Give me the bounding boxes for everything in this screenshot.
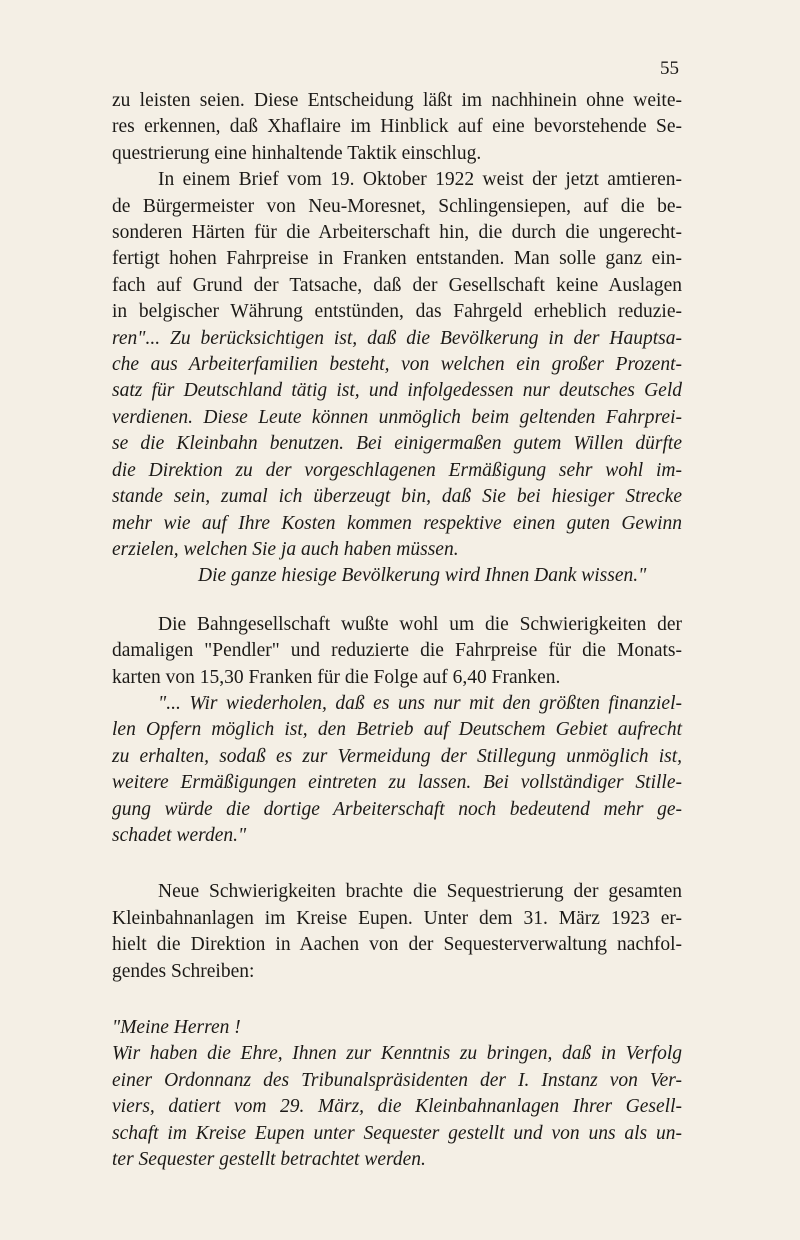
text-line: questrierung eine hinhaltende Taktik einschlug. [112,142,482,164]
paragraph-gap [112,985,682,1015]
text-line: mehr wie auf Ihre Kosten kommen respektive einen guten Gewinn [112,512,682,534]
text-line: gung würde die dortige Arbeiterschaft noch bedeutend mehr ge- [112,798,682,820]
page-number: 55 [660,58,679,79]
text-line: ter Sequester gestellt betrachtet werden. [112,1149,426,1171]
text-line: se die Kleinbahn benutzen. Bei einigermaßen gutem Willen dürfte [112,433,682,455]
text-line: de Bürgermeister von Neu-Moresnet, Schlingensiepen, auf die be- [112,195,682,217]
text-line: damaligen "Pendler" und reduzierte die Fahrpreise für die Monats- [112,640,682,662]
text-line: einer Ordonnanz des Tribunalspräsidenten der I. Instanz von Ver- [112,1069,682,1091]
text-line: In einem Brief vom 19. Oktober 1922 weist der jetzt amtieren- [158,169,682,191]
text-line: gendes Schreiben: [112,960,255,982]
text-line: zu leisten seien. Diese Entscheidung läßt im nachhinein ohne weite- [112,90,682,111]
body-text [112,88,682,1173]
text-line: sonderen Härten für die Arbeiterschaft hin, die durch die ungerecht- [112,222,682,244]
paragraph-gap [112,590,682,612]
text-line: Kleinbahnanlagen im Kreise Eupen. Unter dem 31. März 1923 er- [112,907,682,929]
text-line: fach auf Grund der Tatsache, daß der Gesellschaft keine Auslagen [112,274,682,296]
text-line: "... Wir wiederholen, daß es uns nur mit den größten finanziel- [158,692,682,714]
text-line: erzielen, welchen Sie ja auch haben müssen. [112,538,459,560]
text-line: ren"... Zu berücksichtigen ist, daß die Bevölkerung in der Hauptsa- [112,327,682,349]
text-line: len Opfern möglich ist, den Betrieb auf Deutschem Gebiet aufrecht [112,719,682,741]
text-line: satz für Deutschland tätig ist, und infolgedessen nur deutsches Geld [112,380,682,402]
text-line: Wir haben die Ehre, Ihnen zur Kenntnis zu bringen, daß in Verfolg [112,1043,682,1065]
text-line: viers, datiert vom 29. März, die Kleinbahnanlagen Ihrer Gesell- [112,1096,682,1118]
text-line: weitere Ermäßigungen eintreten zu lassen. Bei vollständiger Stille- [112,772,682,794]
text-line: res erkennen, daß Xhaflaire im Hinblick auf eine bevorstehende Se- [112,116,682,138]
text-line: zu erhalten, sodaß es zur Vermeidung der Stillegung unmöglich ist, [112,745,682,767]
paragraph-gap [112,849,682,879]
text-line: verdienen. Diese Leute können unmöglich beim geltenden Fahrprei- [112,406,682,428]
text-line: schaft im Kreise Eupen unter Sequester gestellt und von uns als un- [112,1122,682,1144]
text-line: karten von 15,30 Franken für die Folge auf 6,40 Franken. [112,666,561,688]
text-line: Neue Schwierigkeiten brachte die Sequestrierung der gesamten [158,881,682,903]
text-line: che aus Arbeiterfamilien besteht, von welchen ein großer Prozent- [112,354,682,376]
text-line: schadet werden." [112,824,247,846]
text-line: Die Bahngesellschaft wußte wohl um die Schwierigkeiten der [158,613,682,635]
text-line: in belgischer Währung entstünden, das Fahrgeld erheblich reduzie- [112,301,682,323]
text-line: stande sein, zumal ich überzeugt bin, daß Sie bei hiesiger Strecke [112,486,682,508]
text-line: hielt die Direktion in Aachen von der Sequesterverwaltung nachfol- [112,934,682,956]
text-line: Die ganze hiesige Bevölkerung wird Ihnen Dank wissen." [198,565,647,587]
text-line: fertigt hohen Fahrpreise in Franken entstanden. Man solle ganz ein- [112,248,682,270]
text-line: die Direktion zu der vorgeschlagenen Ermäßigung sehr wohl im- [112,459,682,481]
text-line: "Meine Herren ! [112,1017,241,1038]
